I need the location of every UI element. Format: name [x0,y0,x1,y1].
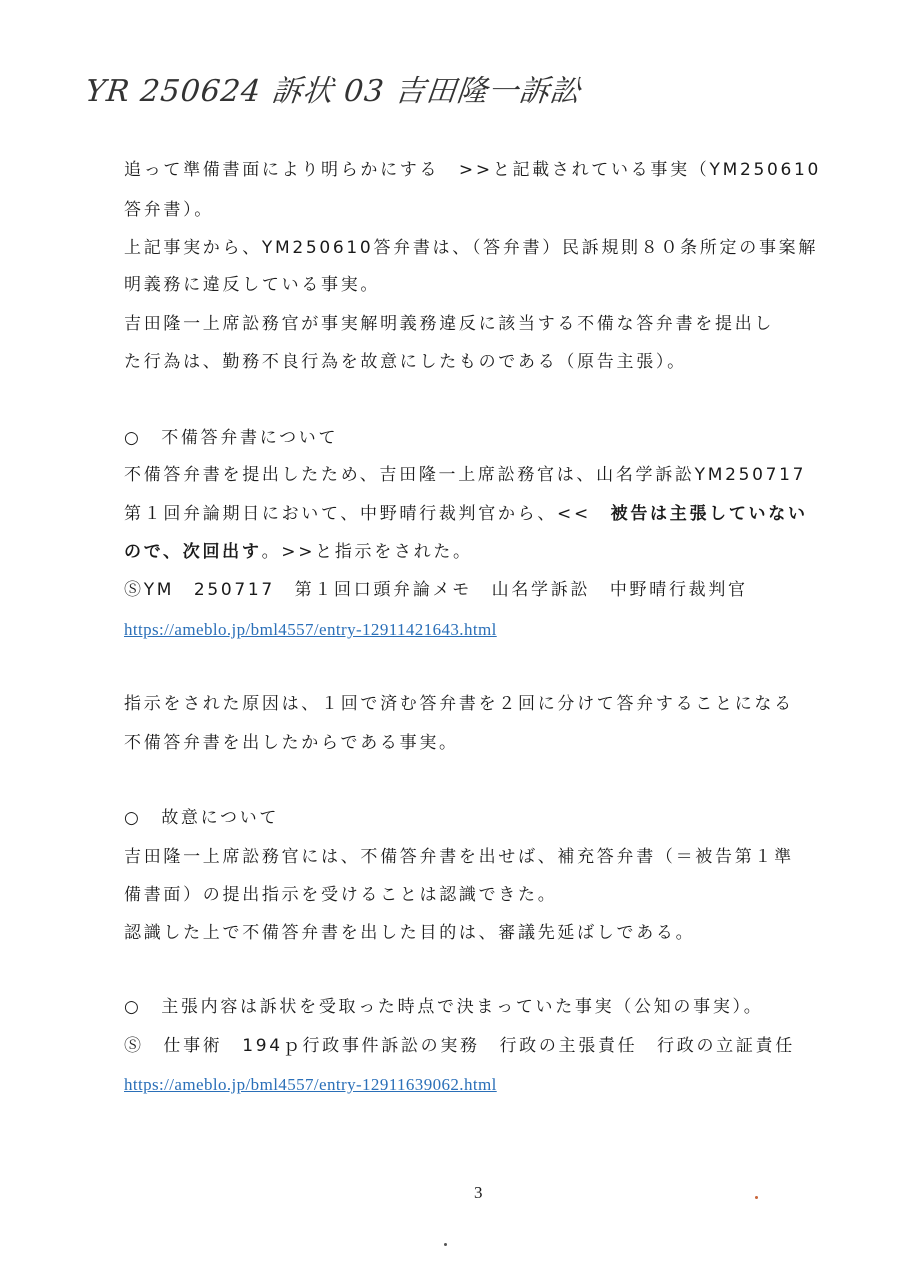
text-line-with-emphasis [124,542,473,562]
emphasized-text: 被告は主張していない [610,504,808,524]
section-heading-intent: ○ 故意について [124,808,280,828]
text-line: 指示をされた原因は、１回で済む答弁書を２回に分けて答弁することになる [124,694,794,714]
page-number: 3 [474,1183,483,1202]
source-reference: Ⓢ 仕事術 194ｐ行政事件訴訟の実務 行政の主張責任 行政の立証責任 [124,1036,795,1056]
text-fragment: 。>>と指示をされた。 [261,542,473,562]
text-line: 吉田隆一上席訟務官が事実解明義務違反に該当する不備な答弁書を提出し [124,314,775,334]
section-heading-claims: ○ 主張内容は訴状を受取った時点で決まっていた事実（公知の事実）。 [124,997,764,1017]
text-line: 明義務に違反している事実。 [124,275,381,295]
reference-link-2[interactable]: https://ameblo.jp/bml4557/entry-12911639062.html [124,1075,497,1094]
emphasized-text: ので、次回出す [124,542,262,562]
reference-link-1[interactable]: https://ameblo.jp/bml4557/entry-12911421643.html [124,620,497,639]
text-line-with-emphasis [124,504,808,524]
text-line: 不備答弁書を出したからである事実。 [124,733,459,753]
stray-mark [755,1196,758,1199]
stray-mark [444,1243,447,1246]
text-line: 備書面）の提出指示を受けることは認識できた。 [124,885,558,905]
text-fragment: 第１回弁論期日において、中野晴行裁判官から、<< [124,504,611,524]
text-line: 上記事実から、YM250610答弁書は、（答弁書）民訴規則８０条所定の事案解 [124,238,819,258]
text-line: 追って準備書面により明らかにする >>と記載されている事実（YM250610 [124,160,822,180]
text-line: 答弁書）。 [124,200,214,220]
text-line: 吉田隆一上席訟務官には、不備答弁書を出せば、補充答弁書（＝被告第１準 [124,847,794,867]
text-line: 認識した上で不備答弁書を出した目的は、審議先延ばしである。 [124,923,696,943]
section-heading-incomplete-answer: ○ 不備答弁書について [124,428,339,448]
source-reference: ⓈYM 250717 第１回口頭弁論メモ 山名学訴訟 中野晴行裁判官 [124,580,748,600]
handwritten-header-note: YR 250624 訴状 03 吉田隆一訴訟 [83,74,583,109]
text-line: 不備答弁書を提出したため、吉田隆一上席訟務官は、山名学訴訟YM250717 [124,465,807,485]
text-line: た行為は、勤務不良行為を故意にしたものである（原告主張）。 [124,352,687,372]
